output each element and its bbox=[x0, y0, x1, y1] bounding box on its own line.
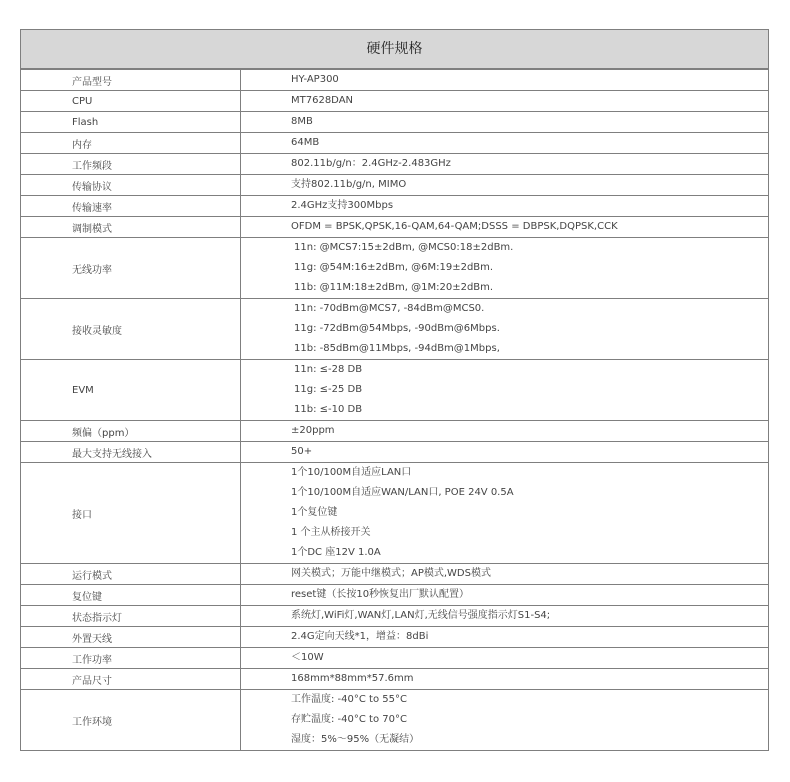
spec-label: 最大支持无线接入 bbox=[21, 442, 241, 463]
spec-label: 工作环境 bbox=[21, 690, 241, 751]
spec-value-cell bbox=[241, 627, 769, 648]
spec-label: Flash bbox=[21, 112, 241, 133]
spec-value-line: 网关模式；万能中继模式；AP模式,WDS模式 bbox=[291, 568, 491, 579]
spec-value-line: 11n: -70dBm@MCS7, -84dBm@MCS0. bbox=[294, 303, 485, 314]
spec-label: 状态指示灯 bbox=[21, 606, 241, 627]
spec-value-line: 存贮温度: -40°C to 70°C bbox=[291, 714, 407, 725]
spec-value-cell bbox=[241, 606, 769, 627]
spec-value-line: 1个10/100M自适应WAN/LAN口, POE 24V 0.5A bbox=[291, 487, 514, 498]
spec-value-line: 11g: ≤-25 DB bbox=[294, 384, 363, 395]
spec-value-line: 11g: @54M:16±2dBm, @6M:19±2dBm. bbox=[294, 262, 494, 273]
spec-row bbox=[21, 217, 769, 238]
spec-row bbox=[21, 442, 769, 463]
spec-label: 工作频段 bbox=[21, 154, 241, 175]
spec-value-line: 工作温度: -40°C to 55°C bbox=[291, 694, 407, 705]
spec-value-line: 50+ bbox=[291, 446, 313, 457]
spec-label: 运行模式 bbox=[21, 564, 241, 585]
spec-value-cell bbox=[241, 217, 769, 238]
spec-row bbox=[21, 421, 769, 442]
spec-row bbox=[21, 175, 769, 196]
spec-row bbox=[21, 564, 769, 585]
spec-label: 工作功率 bbox=[21, 648, 241, 669]
spec-label: 接收灵敏度 bbox=[21, 299, 241, 360]
spec-value-cell bbox=[241, 112, 769, 133]
spec-value-cell bbox=[241, 648, 769, 669]
spec-value-line: 11n: ≤-28 DB bbox=[294, 364, 363, 375]
spec-row bbox=[21, 154, 769, 175]
spec-value-line: 支持802.11b/g/n, MIMO bbox=[291, 179, 407, 190]
spec-value-line: 1个10/100M自适应LAN口 bbox=[291, 467, 412, 478]
spec-row bbox=[21, 299, 769, 360]
hardware-spec-sheet bbox=[20, 29, 769, 751]
spec-table-body bbox=[21, 70, 769, 751]
spec-value-cell bbox=[241, 70, 769, 91]
spec-value-cell bbox=[241, 299, 769, 360]
spec-value-cell bbox=[241, 442, 769, 463]
spec-value-cell bbox=[241, 360, 769, 421]
spec-row bbox=[21, 648, 769, 669]
spec-value-line: OFDM = BPSK,QPSK,16-QAM,64-QAM;DSSS = DBPSK,DQPSK,CCK bbox=[291, 221, 618, 232]
spec-label: CPU bbox=[21, 91, 241, 112]
spec-value-cell bbox=[241, 133, 769, 154]
spec-value-line: 系统灯,WiFi灯,WAN灯,LAN灯,无线信号强度指示灯S1-S4; bbox=[291, 610, 551, 621]
spec-value-cell bbox=[241, 421, 769, 442]
spec-value-line: 湿度：5%～95%（无凝结） bbox=[291, 734, 420, 745]
spec-row bbox=[21, 238, 769, 299]
spec-value-line: 11b: @11M:18±2dBm, @1M:20±2dBm. bbox=[294, 282, 494, 293]
spec-value-cell bbox=[241, 585, 769, 606]
spec-label: 复位键 bbox=[21, 585, 241, 606]
spec-value-line: ＜10W bbox=[291, 652, 324, 663]
spec-row bbox=[21, 112, 769, 133]
spec-value-line: 11g: -72dBm@54Mbps, -90dBm@6Mbps. bbox=[294, 323, 500, 334]
spec-label: 产品尺寸 bbox=[21, 669, 241, 690]
spec-label: 传输速率 bbox=[21, 196, 241, 217]
spec-label: 频偏（ppm） bbox=[21, 421, 241, 442]
spec-value-cell bbox=[241, 196, 769, 217]
spec-label: 产品型号 bbox=[21, 70, 241, 91]
spec-label: 外置天线 bbox=[21, 627, 241, 648]
spec-table bbox=[20, 69, 769, 751]
spec-row bbox=[21, 196, 769, 217]
spec-row bbox=[21, 606, 769, 627]
spec-value-line: 2.4GHz支持300Mbps bbox=[291, 200, 394, 211]
spec-value-line: 1个复位键 bbox=[291, 507, 338, 518]
spec-row bbox=[21, 133, 769, 154]
spec-value-line: HY-AP300 bbox=[291, 74, 339, 85]
spec-value-line: 8MB bbox=[291, 116, 313, 127]
spec-value-cell bbox=[241, 91, 769, 112]
spec-label: 无线功率 bbox=[21, 238, 241, 299]
spec-value-cell bbox=[241, 463, 769, 564]
spec-value-cell bbox=[241, 154, 769, 175]
spec-label: 传输协议 bbox=[21, 175, 241, 196]
spec-value-line: 64MB bbox=[291, 137, 320, 148]
spec-row bbox=[21, 70, 769, 91]
spec-row bbox=[21, 91, 769, 112]
spec-row bbox=[21, 360, 769, 421]
spec-row bbox=[21, 669, 769, 690]
spec-value-cell bbox=[241, 690, 769, 751]
spec-row bbox=[21, 585, 769, 606]
spec-value-cell bbox=[241, 238, 769, 299]
spec-value-cell bbox=[241, 669, 769, 690]
spec-value-line: 168mm*88mm*57.6mm bbox=[291, 673, 414, 684]
spec-row bbox=[21, 627, 769, 648]
spec-value-cell bbox=[241, 564, 769, 585]
spec-value-line: ±20ppm bbox=[291, 425, 335, 436]
spec-label: 接口 bbox=[21, 463, 241, 564]
spec-value-line: 11n: @MCS7:15±2dBm, @MCS0:18±2dBm. bbox=[294, 242, 514, 253]
spec-value-cell bbox=[241, 175, 769, 196]
spec-label: 内存 bbox=[21, 133, 241, 154]
spec-value-line: 11b: -85dBm@11Mbps, -94dBm@1Mbps, bbox=[294, 343, 500, 354]
spec-value-line: reset键（长按10秒恢复出厂默认配置） bbox=[291, 589, 470, 600]
spec-row bbox=[21, 463, 769, 564]
spec-value-line: 2.4G定向天线*1，增益：8dBi bbox=[291, 631, 429, 642]
spec-value-line: 1个DC 座12V 1.0A bbox=[291, 547, 381, 558]
spec-value-line: 1 个主从桥接开关 bbox=[291, 527, 371, 538]
spec-label: EVM bbox=[21, 360, 241, 421]
spec-value-line: 802.11b/g/n：2.4GHz-2.483GHz bbox=[291, 158, 451, 169]
spec-value-line: MT7628DAN bbox=[291, 95, 354, 106]
spec-value-line: 11b: ≤-10 DB bbox=[294, 404, 363, 415]
spec-label: 调制模式 bbox=[21, 217, 241, 238]
spec-row bbox=[21, 690, 769, 751]
spec-title: 硬件规格 bbox=[20, 29, 769, 69]
